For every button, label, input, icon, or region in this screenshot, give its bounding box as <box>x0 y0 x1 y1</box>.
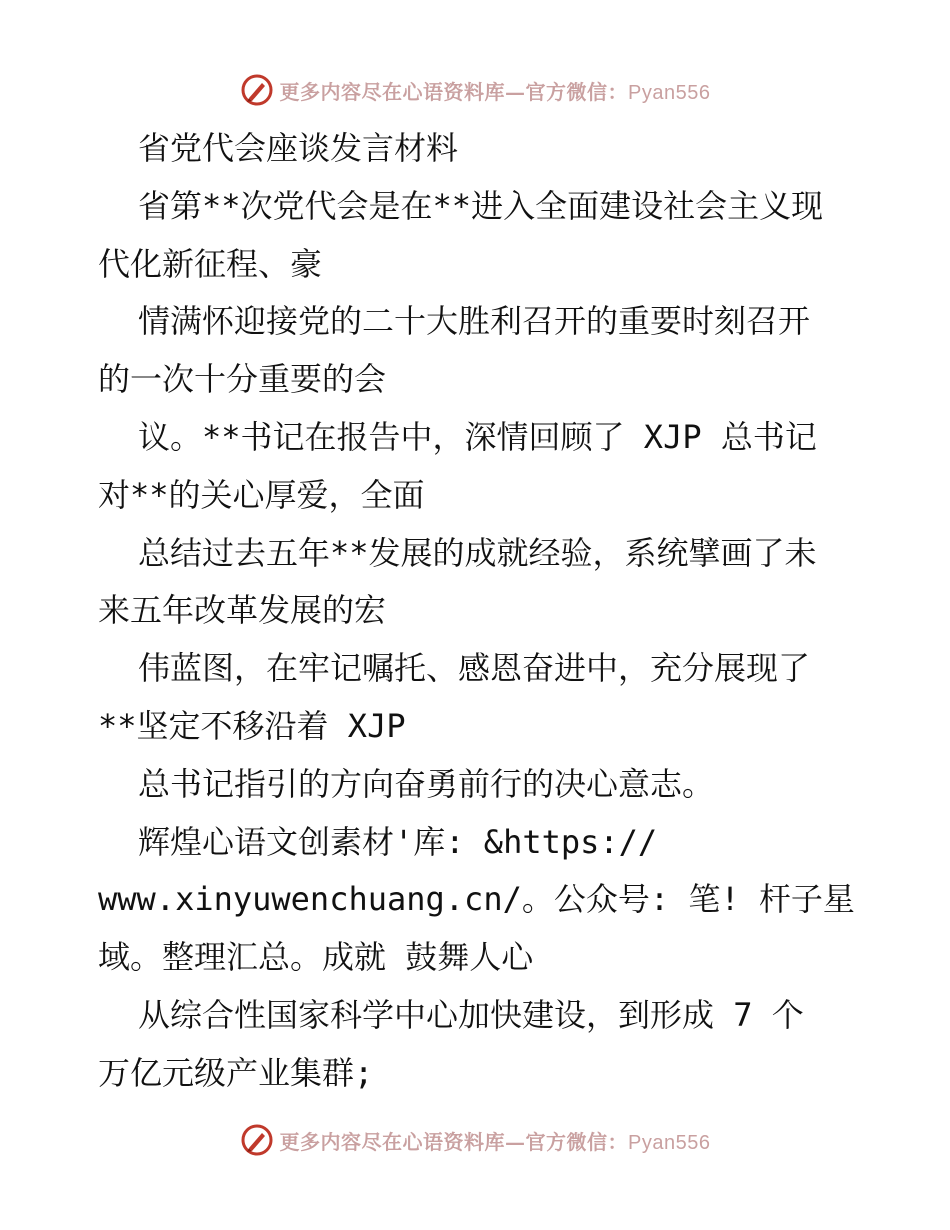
paragraph-line: 伟蓝图，在牢记嘱托、感恩奋进中，充分展现了 <box>138 649 811 688</box>
paragraph-line: www.xinyuwenchuang.cn/。公众号: 笔! 杆子星 <box>98 880 855 919</box>
document-title: 省党代会座谈发言材料 <box>138 129 459 167</box>
paragraph-line: 代化新征程、豪 <box>98 244 323 283</box>
footer-banner <box>0 1120 950 1160</box>
paragraph-line: 情满怀迎接党的二十大胜利召开的重要时刻召开 <box>138 302 811 341</box>
paragraph-line: 辉煌心语文创素材'库: &https:// <box>138 822 658 861</box>
paragraph-line: 来五年改革发展的宏 <box>98 591 387 630</box>
paragraph-line: 对**的关心厚爱，全面 <box>98 475 425 514</box>
section-heading-line: 域。整理汇总。成就 鼓舞人心 <box>98 938 534 977</box>
paragraph-line: 总结过去五年**发展的成就经验，系统擘画了未 <box>138 533 817 572</box>
banner-slogan: 更多内容尽在心语资料库—官方微信： <box>279 79 629 104</box>
paragraph-line: 省第**次党代会是在**进入全面建设社会主义现 <box>138 186 824 225</box>
pen-logo-icon <box>240 1123 274 1157</box>
paragraph-line: 从综合性国家科学中心加快建设，到形成 7 个 <box>138 995 804 1034</box>
banner-slogan: 更多内容尽在心语资料库—官方微信： <box>279 1129 629 1154</box>
banner-wechat-id: Pyan556 <box>628 1131 711 1154</box>
header-banner <box>0 70 950 110</box>
document-body <box>98 120 858 1103</box>
paragraph-line: 总书记指引的方向奋勇前行的决心意志。 <box>138 764 715 803</box>
pen-logo-icon <box>240 73 274 107</box>
banner-text <box>280 1126 711 1155</box>
banner-text <box>280 76 711 105</box>
paragraph-line: 的一次十分重要的会 <box>98 360 387 399</box>
paragraph-line: 万亿元级产业集群; <box>98 1053 374 1092</box>
banner-wechat-id: Pyan556 <box>628 81 711 104</box>
paragraph-line: **坚定不移沿着 XJP <box>98 706 406 745</box>
paragraph-line: 议。**书记在报告中，深情回顾了 XJP 总书记 <box>138 417 817 456</box>
